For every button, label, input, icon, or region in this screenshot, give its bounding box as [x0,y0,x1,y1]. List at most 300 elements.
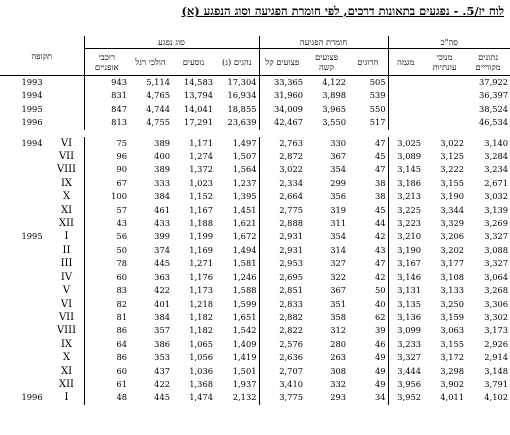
table-cell: 3,133 [440,285,465,296]
table-cell: 2,926 [484,338,509,349]
table-cell: 374 [154,244,171,255]
annual-row [0,89,510,102]
table-cell: 1,023 [189,177,214,188]
monthly-row [0,244,510,257]
table-cell: 3,344 [440,204,465,215]
table-cell: 539 [369,90,386,101]
table-cell: 2,888 [259,217,305,230]
table-cell: 433 [154,218,171,229]
period-cell [0,76,84,90]
table-cell: 1,372 [189,164,214,175]
table-cell: 62 [374,311,386,322]
col-header: נתונים מקוריים [466,49,510,76]
table-cell: 2,872 [259,150,305,163]
period-cell [0,351,84,364]
table-cell: 44 [374,218,386,229]
table-cell: 2,707 [259,365,305,378]
header-severity: חומרת הפגיעה [259,36,388,49]
table-cell: 367 [330,285,347,296]
period-cell [0,311,84,324]
table-cell [388,76,423,90]
table-cell: 354 [330,164,347,175]
table-cell: 60 [84,365,129,378]
table-cell: 356 [330,191,347,202]
period-cell [0,244,84,257]
table-cell: 2,664 [259,190,305,203]
annual-row [0,76,510,90]
table-cell: 75 [84,137,129,150]
table-cell: 42 [374,271,386,282]
table-cell: 3,125 [440,151,465,162]
table-cell: 1,672 [232,231,257,242]
table-cell: 3,213 [388,190,423,203]
table-cell: 50 [374,285,386,296]
monthly-row [0,204,510,217]
table-cell: 31,960 [259,89,305,102]
col-header: פצועים קשה [305,49,348,76]
table-cell: 1,937 [232,378,257,389]
table-cell: 813 [84,116,129,129]
month-label: I [64,231,69,243]
table-cell: 38,524 [479,103,509,114]
table-cell: 81 [84,311,129,324]
table-cell: 1,171 [189,137,214,148]
table-cell: 3,139 [484,204,509,215]
table-cell: 1,588 [232,285,257,296]
table-cell: 437 [154,365,171,376]
table-cell: 1,564 [232,164,257,175]
month-label: VII [58,151,75,163]
table-cell: 3,898 [322,90,347,101]
table-cell: 3,222 [440,164,465,175]
data-table [0,36,510,405]
col-header: נוסעים [172,49,215,76]
table-cell: 3,186 [388,177,423,190]
table-cell: 90 [84,163,129,176]
monthly-row [0,137,510,150]
table-cell: 1,507 [232,151,257,162]
table-cell: 38 [374,191,386,202]
monthly-row [0,284,510,297]
table-cell: 3,032 [484,191,509,202]
month-label: VI [60,298,73,310]
table-cell: 2,931 [259,230,305,243]
period-cell [0,378,84,391]
period-cell [0,391,84,404]
table-cell: 82 [84,298,129,311]
period-cell [0,89,84,102]
table-cell: 505 [369,77,386,87]
table-cell: 2,953 [259,257,305,270]
period-cell [0,365,84,378]
table-cell: 3,155 [440,338,465,349]
table-cell: 3,173 [484,325,509,336]
table-cell: 46,534 [479,117,509,128]
table-cell: 2,775 [259,204,305,217]
table-cell: 3,410 [259,378,305,391]
table-cell: 3,063 [440,325,465,336]
table-cell: 314 [330,244,347,255]
table-cell: 384 [154,311,171,322]
month-label: VI [60,137,73,149]
table-cell: 3,233 [388,338,423,351]
table-cell: 280 [330,338,347,349]
table-cell: 47 [374,164,386,175]
table-cell: 14,041 [183,103,214,114]
table-cell: 358 [330,311,347,322]
table-cell: 3,902 [440,378,465,389]
year-label: 1996 [21,117,43,128]
table-cell: 3,088 [484,244,509,255]
table-cell: 1,167 [189,204,214,215]
table-cell [388,116,423,129]
table-cell: 263 [330,352,347,363]
table-cell: 18,855 [227,103,257,114]
table-cell [388,103,423,116]
monthly-row [0,324,510,337]
table-cell: 3,327 [484,258,509,269]
table-cell: 4,765 [146,90,171,101]
table-cell: 847 [84,103,129,116]
table-cell: 3,952 [388,391,423,404]
table-cell: 16,934 [227,90,257,101]
table-cell: 367 [330,151,347,162]
table-cell: 2,931 [259,244,305,257]
col-header: הולכי רגל [129,49,172,76]
period-cell [0,338,84,351]
table-cell: 1,182 [189,311,214,322]
table-cell: 389 [154,164,171,175]
table-cell: 40 [374,298,386,309]
period-cell [0,298,84,311]
annual-row [0,116,510,129]
table-cell: 46 [374,338,386,349]
col-header: רוכבי אופניים [84,49,129,76]
table-cell: 3,140 [484,137,509,148]
table-title: לוח יז/5. - נפגעים בתאונות דרכים, לפי חומרת הפגיעה וסוג הנפגע (א) [181,4,504,18]
year-label: 1995 [21,103,43,114]
table-cell: 2,576 [259,338,305,351]
table-cell: 3,155 [440,177,465,188]
table-cell: 1,218 [189,298,214,309]
table-cell: 17,304 [227,77,257,87]
month-label: I [64,392,69,404]
table-cell: 47 [374,258,386,269]
table-cell: 23,639 [227,117,257,128]
table-cell: 3,327 [388,351,423,364]
table-cell: 2,822 [259,324,305,337]
table-cell: 353 [154,352,171,363]
period-cell [0,324,84,337]
table-cell: 3,956 [388,378,423,391]
table-cell: 42 [374,231,386,242]
table-cell: 34 [374,392,386,403]
monthly-row [0,177,510,190]
table-cell: 1,182 [189,325,214,336]
table-cell: 1,036 [189,365,214,376]
table-cell: 1,494 [232,244,257,255]
table-cell: 2,833 [259,298,305,311]
table-cell: 357 [154,325,171,336]
table-cell: 384 [154,191,171,202]
table-cell: 3,145 [388,163,423,176]
table-cell: 57 [84,204,129,217]
table-cell: 445 [154,258,171,269]
table-cell: 3,135 [388,298,423,311]
table-cell: 3,190 [440,191,465,202]
period-cell [0,137,84,150]
table-cell: 1,271 [189,258,214,269]
table-cell: 2,851 [259,284,305,297]
table-cell: 293 [330,392,347,403]
table-cell: 45 [374,151,386,162]
table-cell: 3,108 [440,271,465,282]
month-label: VII [58,311,75,323]
col-header: מגמה [388,49,423,76]
col-header: פצועים קל [259,49,305,76]
table-cell: 400 [154,151,171,162]
table-cell: 4,122 [322,77,347,87]
header-total: סה"כ [388,36,510,49]
table-cell: 43 [374,244,386,255]
table-cell: 1,188 [189,218,214,229]
month-label: V [62,285,71,297]
monthly-row [0,217,510,230]
table-cell: 4,011 [440,392,465,403]
table-cell: 96 [84,150,129,163]
month-label: X [62,352,71,364]
table-cell: 3,327 [484,231,509,242]
table-cell: 100 [84,190,129,203]
table-cell: 327 [330,258,347,269]
table-cell: 2,882 [259,311,305,324]
table-cell: 3,202 [440,244,465,255]
table-cell: 3,965 [322,103,347,114]
table-cell: 2,914 [484,352,509,363]
table-cell: 13,794 [183,90,214,101]
table-cell: 3,302 [484,311,509,322]
table-cell: 330 [330,137,347,148]
year-label: 1994 [21,90,43,101]
table-cell: 3,550 [322,117,347,128]
table-cell: 48 [84,391,129,404]
table-cell: 3,025 [388,137,423,150]
table-cell [423,76,466,90]
month-label: IX [60,338,73,350]
table-cell: 83 [84,284,129,297]
table-cell: 61 [84,378,129,391]
table-cell: 39 [374,325,386,336]
table-cell: 386 [154,338,171,349]
table-cell: 1,419 [232,352,257,363]
table-cell: 332 [330,378,347,389]
month-label: XI [60,204,73,216]
table-cell: 50 [84,244,129,257]
table-cell: 943 [84,76,129,90]
month-label: XII [58,378,75,390]
table-cell: 3,089 [388,150,423,163]
table-cell: 322 [330,271,347,282]
table-cell: 5,114 [146,77,171,87]
period-cell [0,257,84,270]
table-cell: 3,177 [440,258,465,269]
monthly-row [0,230,510,243]
period-cell [0,190,84,203]
table-cell: 3,099 [388,324,423,337]
header-period: תקופה [0,36,84,76]
table-cell: 2,636 [259,351,305,364]
table-cell: 517 [369,117,386,128]
table-cell: 3,022 [440,137,465,148]
table-cell: 2,695 [259,271,305,284]
month-label: VIII [56,164,77,176]
col-header: נהגים (ג) [215,49,259,76]
month-label: IX [60,177,73,189]
period-cell [0,271,84,284]
table-cell: 38 [374,177,386,188]
table-cell: 3,159 [440,311,465,322]
table-cell: 3,136 [388,311,423,324]
table-cell: 1,199 [189,231,214,242]
table-cell: 311 [330,218,347,229]
table-cell: 1,451 [232,204,257,215]
month-label: VIII [56,325,77,337]
period-cell [0,204,84,217]
period-cell [0,116,84,129]
table-cell: 56 [84,230,129,243]
table-cell [423,103,466,116]
table-cell: 1,542 [232,325,257,336]
table-cell: 1,581 [232,258,257,269]
table-cell: 3,206 [440,231,465,242]
monthly-row [0,391,510,404]
table-cell: 1,651 [232,311,257,322]
table-cell: 2,132 [232,392,257,403]
table-cell: 333 [154,177,171,188]
table-cell: 4,755 [146,117,171,128]
row-gap [0,130,510,137]
table-cell: 363 [154,271,171,282]
monthly-row [0,338,510,351]
col-header: מנוכי עונתיות [423,49,466,76]
table-cell: 3,444 [388,365,423,378]
table-cell: 3,190 [388,244,423,257]
table-cell: 1,368 [189,378,214,389]
table-cell: 17,291 [183,117,214,128]
table-cell: 3,298 [440,365,465,376]
table-cell: 1,409 [232,338,257,349]
table-cell: 3,306 [484,298,509,309]
table-cell: 2,334 [259,177,305,190]
table-cell: 4,102 [484,392,509,403]
table-cell: 1,501 [232,365,257,376]
table-cell: 1,169 [189,244,214,255]
table-cell: 312 [330,325,347,336]
table-cell: 354 [330,231,347,242]
table-cell: 34,009 [259,103,305,116]
table-cell: 319 [330,204,347,215]
table-cell: 3,210 [388,230,423,243]
table-cell: 3,234 [484,164,509,175]
period-cell [0,163,84,176]
table-cell: 550 [369,103,386,114]
table-cell: 3,064 [484,271,509,282]
table-cell: 1,621 [232,218,257,229]
year-label: 1996 [21,392,43,403]
annual-row [0,103,510,116]
month-label: X [62,191,71,203]
table-cell: 60 [84,271,129,284]
table-cell: 43 [84,217,129,230]
monthly-row [0,150,510,163]
table-cell: 3,329 [440,218,465,229]
table-cell: 49 [374,352,386,363]
table-cell: 3,148 [484,365,509,376]
monthly-row [0,190,510,203]
period-cell [0,284,84,297]
table-cell: 1,274 [189,151,214,162]
table-cell: 4,744 [146,103,171,114]
table-cell: 401 [154,298,171,309]
table-cell: 1,497 [232,137,257,148]
table-cell: 299 [330,177,347,188]
table-cell: 1,152 [189,191,214,202]
table-cell [388,89,423,102]
monthly-row [0,365,510,378]
table-cell [423,89,466,102]
table-cell: 1,176 [189,271,214,282]
table-cell: 3,223 [388,217,423,230]
table-cell: 3,269 [484,218,509,229]
year-label: 1994 [21,137,43,148]
table-cell: 1,474 [189,392,214,403]
period-cell [0,177,84,190]
table-cell: 45 [374,204,386,215]
month-label: III [60,258,73,270]
table-cell: 351 [330,298,347,309]
monthly-row [0,257,510,270]
period-cell [0,217,84,230]
month-label: IV [60,271,73,283]
table-cell: 1,237 [232,177,257,188]
month-label: XII [58,218,75,230]
table-cell: 47 [374,137,386,148]
col-header: הרוגים [348,49,388,76]
table-cell: 1,056 [189,352,214,363]
table-cell: 2,671 [484,177,509,188]
table-cell: 399 [154,231,171,242]
table-cell: 33,365 [259,76,305,90]
table-cell: 86 [84,351,129,364]
period-cell [0,103,84,116]
table-cell: 3,225 [388,204,423,217]
table-cell: 3,022 [259,163,305,176]
table-cell: 3,172 [440,352,465,363]
table-cell: 86 [84,324,129,337]
table-cell: 3,167 [388,257,423,270]
period-cell [0,150,84,163]
table-cell [423,116,466,129]
monthly-row [0,271,510,284]
table-cell: 831 [84,89,129,102]
table-cell: 3,775 [259,391,305,404]
month-label: II [62,244,71,256]
table-cell: 3,250 [440,298,465,309]
table-cell: 1,395 [232,191,257,202]
monthly-row [0,163,510,176]
table-cell: 1,246 [232,271,257,282]
table-cell: 49 [374,378,386,389]
